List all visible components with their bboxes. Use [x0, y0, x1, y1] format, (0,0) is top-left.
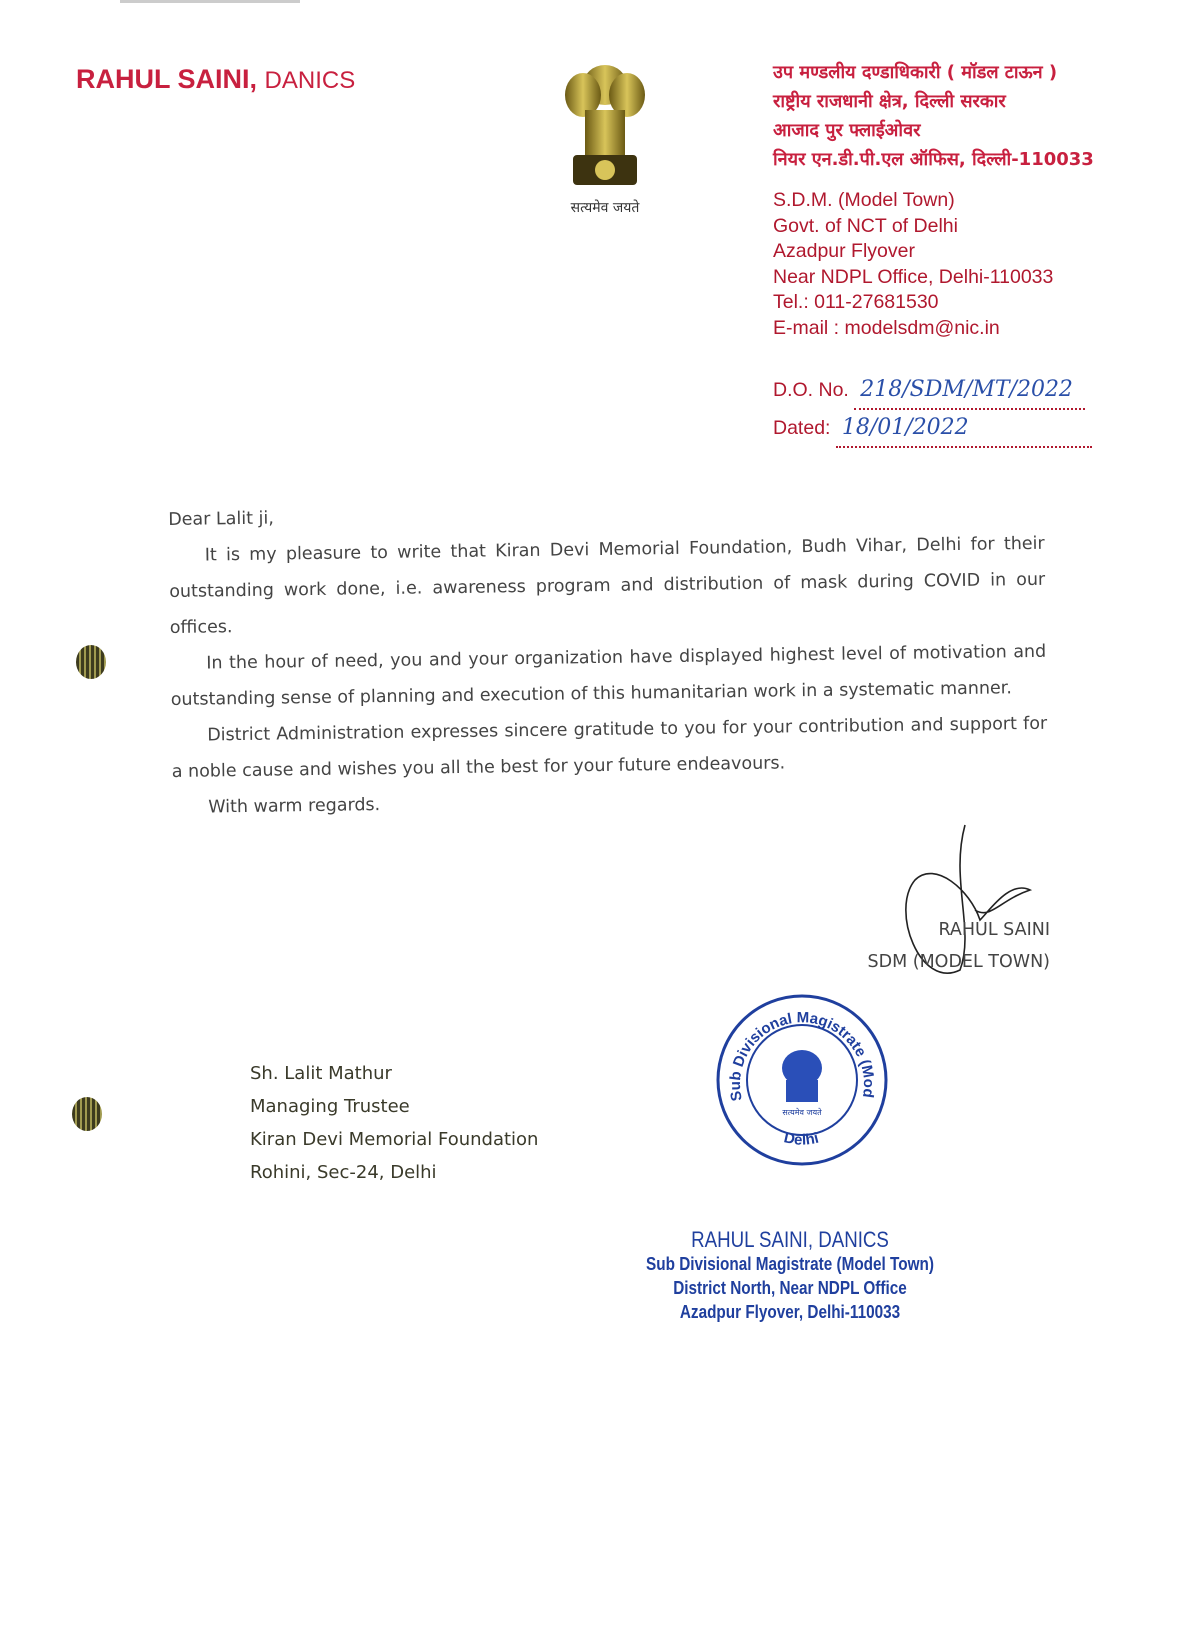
seal-motto: सत्यमेव जयते [782, 1108, 822, 1117]
hindi-address [773, 58, 1094, 174]
letterhead-name: RAHUL SAINI, DANICS [76, 64, 356, 94]
recipient-organization: Kiran Devi Memorial Foundation [250, 1129, 539, 1150]
signatory-name: RAHUL SAINI [938, 920, 1050, 940]
english-address [773, 188, 1053, 341]
emblem-motto: सत्यमेव जयते [570, 200, 640, 216]
address-line: Azadpur Flyover [773, 240, 915, 262]
hindi-line: आजाद पुर फ्लाईओवर [773, 120, 921, 141]
stamp-line: Sub Divisional Magistrate (Model Town) [646, 1254, 934, 1274]
email: E-mail : modelsdm@nic.in [773, 316, 1000, 339]
reference-block [773, 372, 1092, 448]
stamp-line: District North, Near NDPL Office [673, 1278, 907, 1298]
recipient-location: Rohini, Sec-24, Delhi [250, 1162, 437, 1183]
address-line: Near NDPL Office, Delhi-110033 [773, 265, 1054, 288]
letter-body [168, 490, 1048, 826]
national-emblem-icon [555, 50, 655, 225]
svg-text:Delhi [782, 1129, 820, 1149]
do-number: 218/SDM/MT/2022 [854, 372, 1085, 410]
name-stamp [646, 1228, 935, 1324]
paragraph: District Administration expresses sincere gratitude to you for your contribution and support for a noble cause and wishes you all the best for your future endeavours. [171, 713, 1048, 782]
seal-bottom-text: Delhi [782, 1129, 821, 1149]
recipient-address [250, 1057, 538, 1189]
hindi-line: उप मण्डलीय दण्डाधिकारी ( मॉडल टाऊन ) [773, 62, 1058, 83]
address-line: S.D.M. (Model Town) [773, 189, 955, 211]
telephone: Tel.: 011-27681530 [773, 291, 939, 313]
signatory [840, 914, 1050, 978]
recipient-name: Sh. Lalit Mathur [250, 1063, 392, 1084]
scan-edge [120, 0, 300, 3]
hindi-line: राष्ट्रीय राजधानी क्षेत्र, दिल्ली सरकार [773, 91, 1006, 112]
hindi-line: नियर एन.डी.पी.एल ऑफिस, दिल्ली-110033 [773, 149, 1094, 170]
official-seal [712, 990, 892, 1170]
punch-hole [72, 1097, 102, 1131]
recipient-title: Managing Trustee [250, 1096, 410, 1117]
dated-value: 18/01/2022 [836, 410, 1092, 448]
paragraph: It is my pleasure to write that Kiran Devi Memorial Foundation, Budh Vihar, Delhi for their outstanding work done, i.e. awareness program and distribution of mask during COVID in our offices. [169, 533, 1046, 638]
dated-label: Dated: [773, 417, 831, 439]
stamp-name: RAHUL SAINI, DANICS [691, 1227, 889, 1252]
closing: With warm regards. [208, 795, 381, 818]
stamp-line: Azadpur Flyover, Delhi-110033 [679, 1302, 901, 1322]
punch-hole [76, 645, 106, 679]
address-line: Govt. of NCT of Delhi [773, 214, 958, 237]
paragraph: In the hour of need, you and your organization have displayed highest level of motivation and outstanding sense of planning and execution of this humanitarian work in a systematic manner. [170, 641, 1047, 710]
salutation: Dear Lalit ji, [168, 508, 275, 530]
seal-ring-text: Sub Divisional Magistrate (Mod [726, 1009, 878, 1103]
signatory-title: SDM (MODEL TOWN) [867, 952, 1050, 972]
do-label: D.O. No. [773, 379, 849, 401]
